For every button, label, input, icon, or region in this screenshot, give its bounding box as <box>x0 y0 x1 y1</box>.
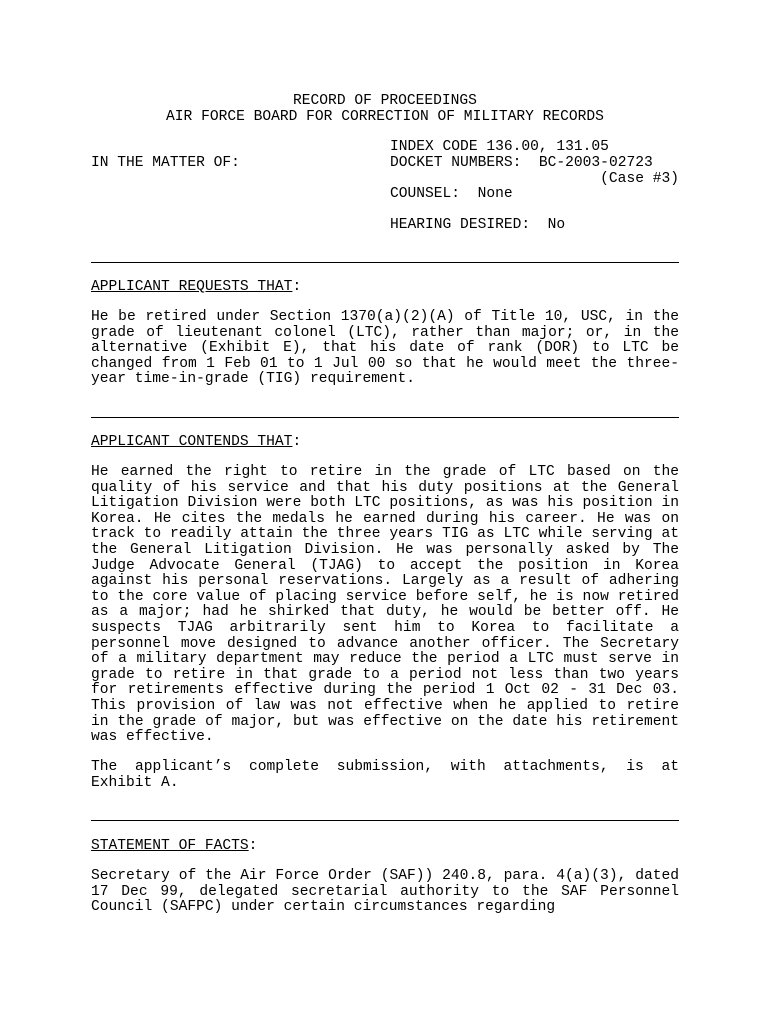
facts-heading-text: STATEMENT OF FACTS <box>91 838 249 854</box>
section-heading-facts: STATEMENT OF FACTS: <box>91 838 258 854</box>
hearing-desired: HEARING DESIRED: No <box>390 217 566 233</box>
requests-heading-text: APPLICANT REQUESTS THAT <box>91 279 293 295</box>
contends-paragraph-2: The applicant’s complete submission, with attachments, is at Exhibit A. <box>91 759 679 791</box>
in-the-matter-of-label: IN THE MATTER OF: <box>91 155 240 171</box>
docket-numbers: DOCKET NUMBERS: BC-2003-02723 <box>390 155 653 171</box>
section-heading-requests: APPLICANT REQUESTS THAT: <box>91 279 302 295</box>
section-divider <box>91 820 679 821</box>
case-number: (Case #3) <box>600 171 679 187</box>
contends-heading-text: APPLICANT CONTENDS THAT <box>91 434 293 450</box>
document-title: RECORD OF PROCEEDINGS <box>293 93 477 109</box>
section-divider <box>91 262 679 263</box>
index-code: INDEX CODE 136.00, 131.05 <box>390 139 609 155</box>
facts-paragraph: Secretary of the Air Force Order (SAF)) 240.8, para. 4(a)(3), dated 17 Dec 99, delegated secretarial authority to the SAF Personnel Council (SAFPC) under certain circumstances regarding <box>91 868 679 916</box>
counsel: COUNSEL: None <box>390 186 513 202</box>
contends-paragraph-1: He earned the right to retire in the grade of LTC based on the quality of his service and that his duty positions at the General Litigation Division were both LTC positions, as was his position in Korea. He cites the medals he earned during his career. He was on track to readily attain the three years TIG as LTC while serving at the General Litigation Division. He was personally asked by The Judge Advocate General (TJAG) to accept the position in Korea against his personal reservations. Largely as a result of adhering to the core value of placing service before self, he is now retired as a major; had he shirked that duty, he would be better off. He suspects TJAG arbitrarily sent him to Korea to facilitate a personnel move designed to advance another officer. The Secretary of a military department may reduce the period a LTC must serve in grade to retire in that grade to a period not less than two years for retirements effective during the period 1 Oct 02 - 31 Dec 03. This provision of law was not effective when he applied to retire in the grade of major, but was effective on the date his retirement was effective. <box>91 464 679 746</box>
requests-paragraph: He be retired under Section 1370(a)(2)(A) of Title 10, USC, in the grade of lieutenant colonel (LTC), rather than major; or, in the alternative (Exhibit E), that his date of rank (DOR) to LTC be changed from 1 Feb 01 to 1 Jul 00 so that he would meet the three-year time-in-grade (TIG) requirement. <box>91 309 679 388</box>
section-divider <box>91 417 679 418</box>
section-heading-contends: APPLICANT CONTENDS THAT: <box>91 434 302 450</box>
board-name: AIR FORCE BOARD FOR CORRECTION OF MILITARY RECORDS <box>166 109 604 125</box>
